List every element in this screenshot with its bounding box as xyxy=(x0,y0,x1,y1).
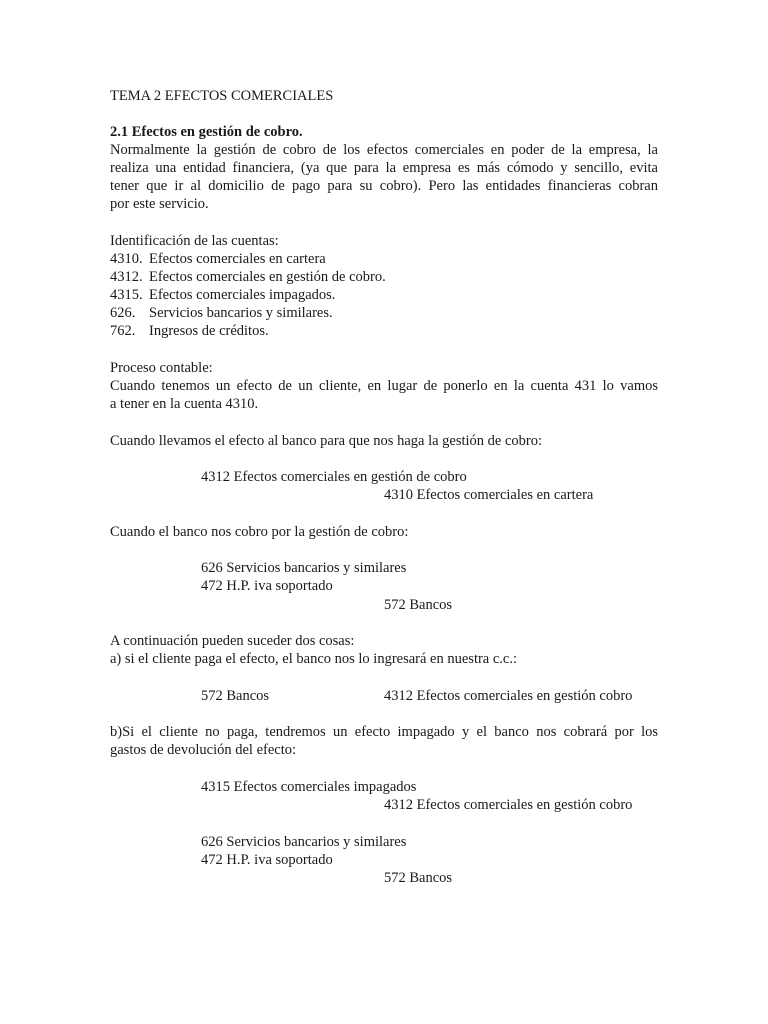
account-code: 4315. xyxy=(110,287,143,303)
process-line: a tener en la cuenta 4310. xyxy=(110,396,259,412)
process-line: Cuando tenemos un efecto de un cliente, en lugar de ponerlo en la cuenta 431 lo vamos xyxy=(110,378,658,394)
journal-debit: 472 H.P. iva soportado xyxy=(201,852,333,868)
journal-debit: 626 Servicios bancarios y similares xyxy=(201,834,407,850)
intro-line: tener que ir al domicilio de pago para su cobro). Pero las entidades financieras cobran xyxy=(110,178,658,194)
intro-line: realiza una entidad financiera, (ya que para la empresa es más cómodo y sencillo, evita xyxy=(110,160,658,176)
journal-credit: 4310 Efectos comerciales en cartera xyxy=(384,487,594,503)
account-name: Efectos comerciales impagados. xyxy=(149,287,336,303)
case-b-line: gastos de devolución del efecto: xyxy=(110,742,297,758)
account-code: 762. xyxy=(110,323,136,339)
account-item xyxy=(110,268,386,286)
intro-line: por este servicio. xyxy=(110,196,209,212)
journal-debit: 4312 Efectos comerciales en gestión de cobro xyxy=(201,469,467,485)
journal-debit: 4315 Efectos comerciales impagados xyxy=(201,779,417,795)
account-item xyxy=(110,286,335,304)
account-code: 4310. xyxy=(110,251,143,267)
intro-line: Normalmente la gestión de cobro de los efectos comerciales en poder de la empresa, la xyxy=(110,142,658,158)
step1-text: Cuando llevamos el efecto al banco para que nos haga la gestión de cobro: xyxy=(110,433,543,449)
journal-debit: 626 Servicios bancarios y similares xyxy=(201,560,407,576)
account-name: Efectos comerciales en cartera xyxy=(149,251,326,267)
account-name: Ingresos de créditos. xyxy=(149,323,269,339)
case-a-text: a) si el cliente paga el efecto, el banco nos lo ingresará en nuestra c.c.: xyxy=(110,651,518,667)
step2-text: Cuando el banco nos cobro por la gestión de cobro: xyxy=(110,524,409,540)
document-title: TEMA 2 EFECTOS COMERCIALES xyxy=(110,88,334,104)
step3-intro: A continuación pueden suceder dos cosas: xyxy=(110,633,355,649)
account-item xyxy=(110,250,326,268)
journal-debit: 472 H.P. iva soportado xyxy=(201,578,333,594)
section-heading: 2.1 Efectos en gestión de cobro. xyxy=(110,124,303,140)
account-item xyxy=(110,304,333,322)
account-code: 626. xyxy=(110,305,136,321)
case-b-line: b)Si el cliente no paga, tendremos un efecto impagado y el banco nos cobrará por los xyxy=(110,724,658,740)
accounts-heading: Identificación de las cuentas: xyxy=(110,233,279,249)
account-name: Servicios bancarios y similares. xyxy=(149,305,333,321)
account-code: 4312. xyxy=(110,269,143,285)
process-heading: Proceso contable: xyxy=(110,360,213,376)
journal-credit: 572 Bancos xyxy=(384,597,453,613)
account-item xyxy=(110,322,269,340)
account-name: Efectos comerciales en gestión de cobro. xyxy=(149,269,386,285)
journal-credit: 4312 Efectos comerciales en gestión cobro xyxy=(384,797,633,813)
journal-credit: 572 Bancos xyxy=(384,870,453,886)
journal-credit: 4312 Efectos comerciales en gestión cobro xyxy=(384,688,633,704)
journal-debit: 572 Bancos xyxy=(201,688,270,704)
